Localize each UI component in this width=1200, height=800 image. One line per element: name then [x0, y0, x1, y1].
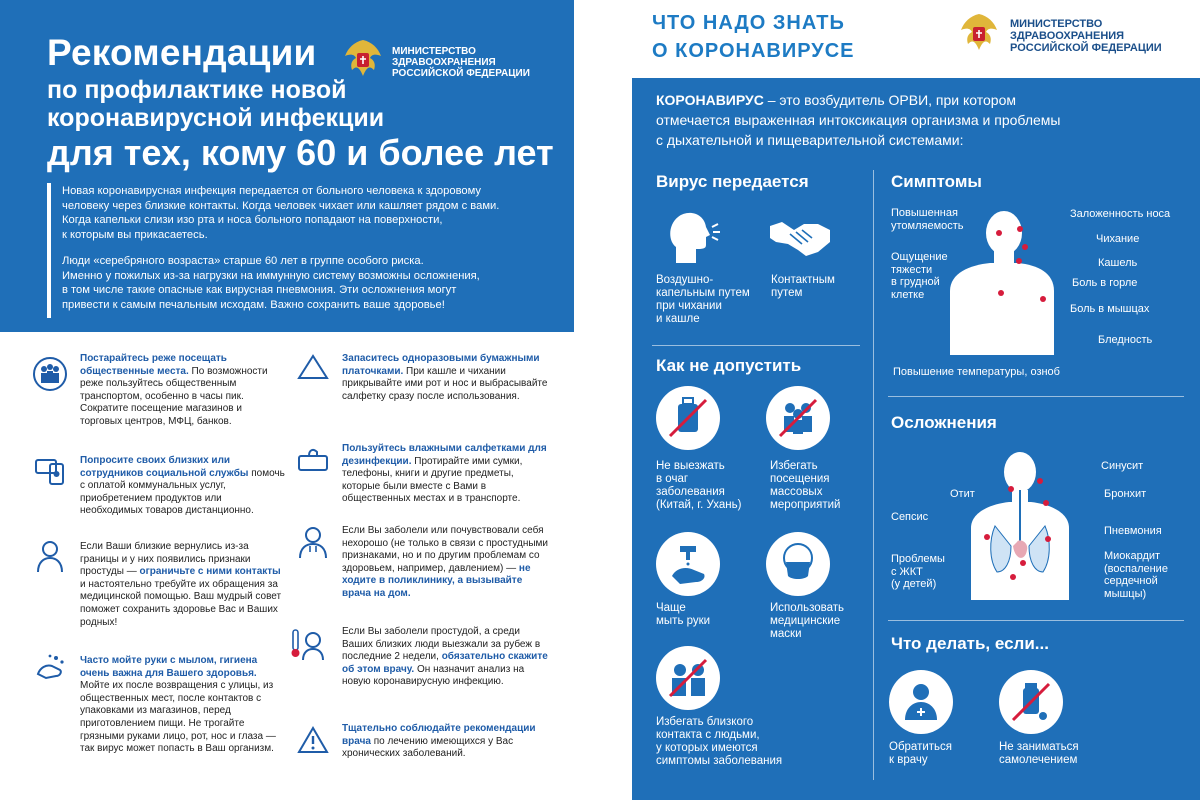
- section-prevent-title: Как не допустить: [656, 356, 802, 375]
- advice-tell-doctor: Если Вы заболели простудой, а среди Ваших близких люди выезжали за рубеж в последние 2 недели, обязательно скажите об этом врачу. Он назначит анализ на новую коронавирусную инфекцию.: [342, 626, 548, 688]
- symptom-throat: Боль в горле: [1072, 277, 1138, 289]
- right-title-1: ЧТО НАДО ЗНАТЬ: [652, 12, 845, 34]
- symptom-dot-nose: [1017, 226, 1023, 232]
- ministry-emblem-icon: [340, 36, 386, 82]
- symptom-dot-sneeze: [1022, 244, 1028, 250]
- complication-sepsis: Сепсис: [891, 511, 929, 523]
- ministry-name-left: МИНИСТЕРСТВО ЗДРАВООХРАНЕНИЯ РОССИЙСКОЙ ФЕДЕРАЦИИ: [392, 46, 530, 79]
- advice-call-doctor: Если Вы заболели или почувствовали себя нехорошо (не только в связи с простудными признаками, но и по другим проблемам со здоровьем, например, давлением) — не ходите в поликлинику, а вызывайте врача на дом.: [342, 525, 549, 599]
- complication-otitis: Отит: [950, 488, 975, 500]
- complication-myocarditis: Миокардит (воспаление сердечной мышцы): [1104, 550, 1168, 600]
- elderly-person-icon: [32, 538, 68, 574]
- left-intro-1: Новая коронавирусная инфекция передается от больного человека к здоровому человеку через близкие контакты. Когда человек чихает или кашляет рядом с вами. Когда капельки слизи изо рта и носа больного попадают на поверхности, к которым вы прикасаетесь.: [62, 185, 500, 241]
- complication-bronchitis: Бронхит: [1104, 488, 1147, 500]
- advice-wipes: Пользуйтесь влажными салфетками для дезинфекции. Протирайте ими сумки, телефоны, книги и другие предметы, которые были вместе с Вами в общественных местах и в транспорте.: [342, 443, 547, 505]
- divider-transmission: [652, 345, 860, 346]
- warning-icon: [295, 722, 331, 758]
- symptom-cough: Кашель: [1098, 257, 1138, 269]
- left-subtitle-1: по профилактике новой: [47, 76, 347, 104]
- symptom-chest: Ощущение тяжести в грудной клетке: [891, 251, 948, 301]
- label-doctor-visit: Обратиться к врачу: [889, 741, 952, 766]
- advice-ask-relatives: Попросите своих близких или сотрудников социальной службы помочь с оплатой коммунальных услуг, приобретением продуктов или необходимых товаров дистанционно.: [80, 455, 285, 517]
- left-subtitle-2: коронавирусной инфекции: [47, 104, 385, 132]
- payment-phone-icon: [32, 452, 68, 488]
- label-no-travel: Не выезжать в очаг заболевания (Китай, г. Ухань): [656, 460, 742, 511]
- label-no-crowds: Избегать посещения массовых мероприятий: [770, 460, 841, 511]
- left-intro-2: Люди «серебряного возраста» старше 60 лет в группе особого риска. Именно у пожилых из-за нагрузки на иммунную систему возможны осложнения, в том числе такие опасные как вирусная пневмония. Эти осложнения могут привести к самым печальным исходам. Важно сохранить ваше здоровье!: [62, 255, 480, 311]
- tissues-icon: [295, 350, 331, 386]
- section-complications-title: Осложнения: [891, 413, 997, 432]
- divider-complications: [888, 620, 1184, 621]
- symptom-pallor: Бледность: [1098, 334, 1153, 346]
- symptom-dot-throat: [1016, 258, 1022, 264]
- intro-bar: [47, 183, 51, 318]
- ministry-name-right: МИНИСТЕРСТВО ЗДРАВООХРАНЕНИЯ РОССИЙСКОЙ ФЕДЕРАЦИИ: [1010, 18, 1162, 54]
- label-no-contact: Избегать близкого контакта с людьми, у которых имеются симптомы заболевания: [656, 716, 783, 767]
- label-contact: Контактным путем: [771, 274, 835, 299]
- complication-sinusitis: Синусит: [1101, 460, 1144, 472]
- no-self-medication-icon: [999, 670, 1063, 734]
- label-airborne: Воздушно- капельным путем при чихании и кашле: [656, 274, 750, 325]
- vertical-divider: [873, 170, 874, 780]
- symptom-dot-fatigue: [996, 230, 1002, 236]
- section-symptoms-title: Симптомы: [891, 172, 982, 191]
- complication-dot-bronchitis: [1043, 500, 1049, 506]
- doctor-icon: [295, 524, 331, 560]
- crowd-icon: [32, 356, 68, 392]
- advice-tissues: Запаситесь одноразовыми бумажными платочками. При кашле и чихании прикрывайте ими рот и нос и выбрасывайте салфетку сразу после использования.: [342, 353, 548, 402]
- handwash-icon: [32, 650, 68, 686]
- complication-dot-sinusitis: [1037, 478, 1043, 484]
- complication-dot-gi: [1010, 574, 1016, 580]
- label-masks: Использовать медицинские маски: [770, 602, 845, 640]
- section-transmission-title: Вирус передается: [656, 172, 809, 191]
- mask-icon: [766, 532, 830, 596]
- advice-limit-contacts: Если Ваши близкие вернулись из-за границы и у них появились признаки простуды — ограничьте с ними контакты и настоятельно требуйте их обращения за медицинской помощью. Ваш мудрый совет поможет сохранить здоровье Вас и Ваших родных!: [80, 541, 282, 628]
- complication-dot-pneumonia: [1045, 536, 1051, 542]
- right-title-2: О КОРОНАВИРУСЕ: [652, 40, 855, 62]
- no-travel-icon: [656, 386, 720, 450]
- advice-chronic: Тщательно соблюдайте рекомендации врача по лечению имеющихся у Вас хронических заболеваний.: [342, 723, 536, 760]
- section-whattodo-title: Что делать, если...: [891, 634, 1049, 653]
- no-contact-icon: [656, 646, 720, 710]
- doctor-visit-icon: [889, 670, 953, 734]
- complication-gi: Проблемы с ЖКТ (у детей): [891, 553, 945, 590]
- label-wash-hands: Чаще мыть руки: [656, 602, 711, 627]
- divider-symptoms: [888, 396, 1184, 397]
- organs-body-icon: [965, 450, 1075, 600]
- symptom-fatigue: Повышенная утомляемость: [891, 207, 964, 232]
- left-title: Рекомендации: [47, 32, 317, 73]
- ministry-emblem-icon: [956, 10, 1002, 56]
- symptom-dot-muscles: [1040, 296, 1046, 302]
- symptom-dot-chest: [998, 290, 1004, 296]
- complication-dot-otitis: [1008, 486, 1014, 492]
- sneezing-head-icon: [662, 205, 722, 265]
- handshake-icon: [768, 212, 832, 262]
- advice-wash-hands: Часто мойте руки с мылом, гигиена очень важна для Вашего здоровья. Мойте их после возвращения с улицы, из общественных мест, после контактов с упаковками из магазинов, перед приготовлением пищи. Не трогайте грязными руками лицо, рот, нос и глаза — так вирус может попасть в Ваш организм.: [80, 655, 276, 755]
- symptom-nose: Заложенность носа: [1070, 208, 1171, 220]
- no-crowds-icon: [766, 386, 830, 450]
- symptom-sneeze: Чихание: [1096, 233, 1140, 245]
- advice-public-places: Постарайтесь реже посещать общественные места. По возможности реже пользуйтесь общественным транспортом, особенно в часы пик. Сократите посещение магазинов и торговых центров, МФЦ, банков.: [80, 353, 268, 427]
- symptom-muscles: Боль в мышцах: [1070, 303, 1150, 315]
- wash-hands-icon: [656, 532, 720, 596]
- symptom-fever: Повышение температуры, озноб: [893, 366, 1060, 378]
- complication-pneumonia: Пневмония: [1104, 525, 1162, 537]
- right-intro: КОРОНАВИРУС – это возбудитель ОРВИ, при котором отмечается выраженная интоксикация организма и проблемы с дыхательной и пищеварительной системами:: [656, 92, 1061, 148]
- wet-wipes-icon: [295, 440, 331, 476]
- complication-dot-myocarditis: [1020, 560, 1026, 566]
- complication-dot-sepsis: [984, 534, 990, 540]
- label-no-self-medication: Не заниматься самолечением: [999, 741, 1079, 766]
- left-age-heading: для тех, кому 60 и более лет: [47, 132, 554, 173]
- thermometer-icon: [289, 626, 325, 662]
